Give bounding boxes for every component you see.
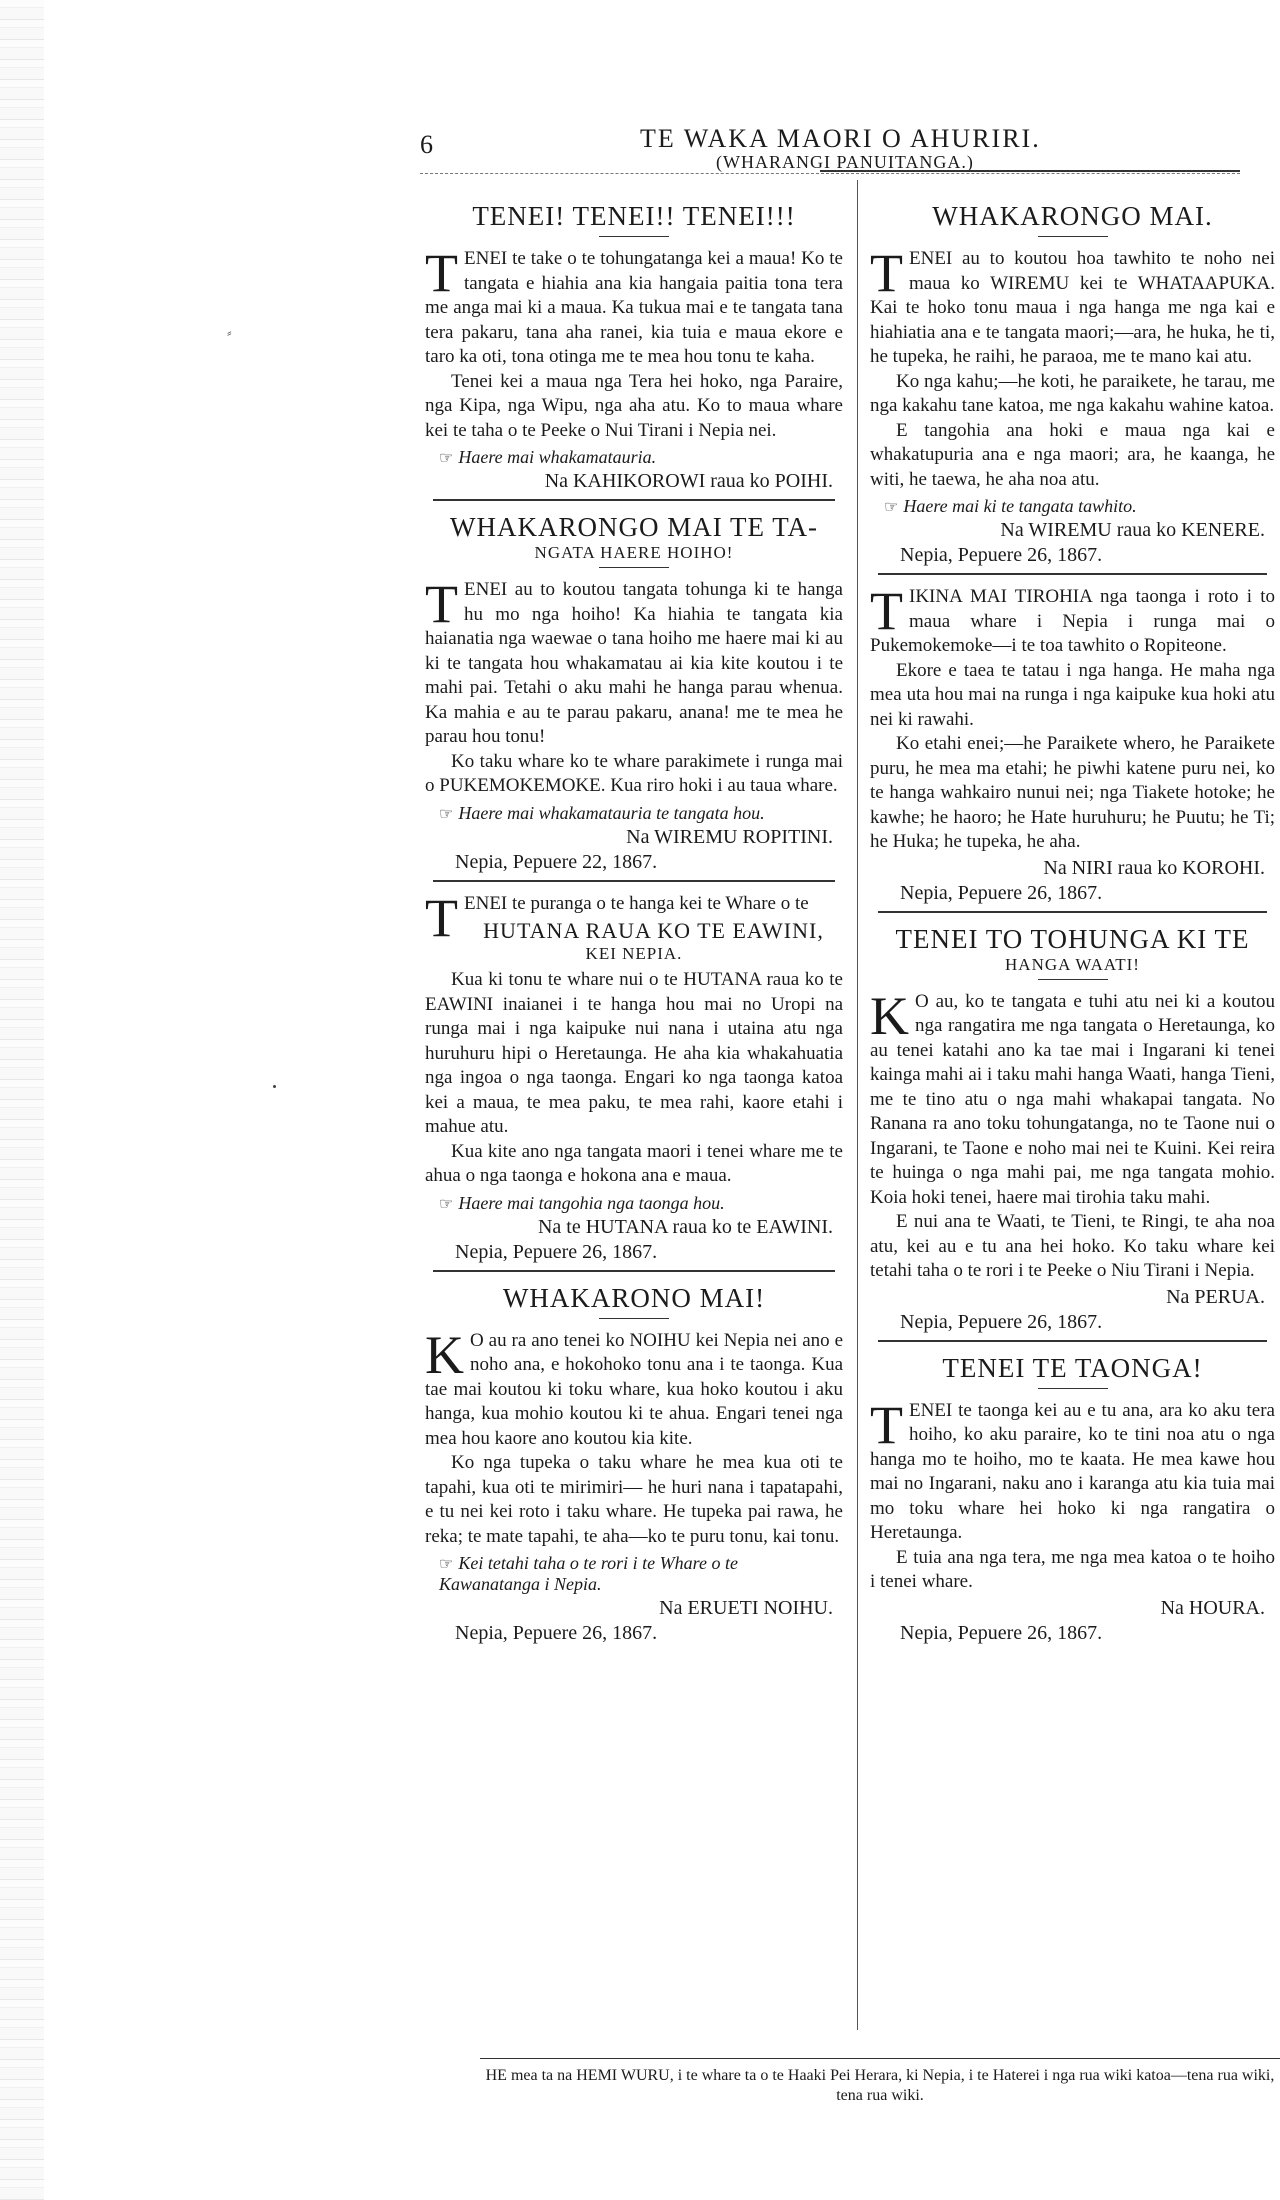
paragraph-text: ENEI au to koutou tangata tohunga ki te hanga hu mo nga hoiho! Ka hiahia te tangata kia haianatia nga waewae o tana hoiho me haere mai ki au ki te tangata hou whakamatau ai kia kite koutou i te mahi pai. Tetahi o aku mahi he hanga parau whenua. Ka mahia e au te parau pakaru, anana! me te mea he parau hou tonu! (425, 579, 843, 747)
ad-date: Nepia, Pepuere 26, 1867. (455, 1240, 658, 1263)
ad-paragraph (425, 1324, 843, 1452)
paragraph-text: ENEI te puranga o te hanga kei te Whare o te (464, 892, 809, 914)
ad-paragraph (870, 243, 1275, 370)
ad-signature: Na WIREMU raua ko KENERE. (1000, 519, 1265, 541)
advertisement (425, 200, 843, 501)
ad-paragraph: Ekore e taea te tatau i nga hanga. He maha nga mea uta hou mai na runga i nga kaipuke kua hoki atu nei ki rawahi. (870, 659, 1275, 730)
pointing-hand-icon: ☞ (439, 1556, 453, 1573)
ad-title: TENEI! TENEI!! TENEI!!! (472, 201, 796, 231)
ad-title-continued: KEI NEPIA. (585, 944, 683, 963)
paragraph-text: O au, ko te tangata e tuhi atu nei ki a koutou nga rangatira me nga tangata o Heretaunga, ko au tenei katahi ano ka tae mai i Ingarani ki tenei kainga mahi ai i taku mahi hanga Waati, hanga Tieni, me te tino atu o nga mahi whakapai tangata. No Ranana ra ano toku tohungatanga, no te Taone nui o Ingarani, te Taone e noho mai nei te Kuini. Kei reira te huinga o nga mahi pai, me nga tangata mohio. Koia hoki tenei, haere mai tirohia taku mahi. (870, 990, 1275, 1208)
ad-title: TENEI TO TOHUNGA KI TE (895, 923, 1250, 954)
newspaper-subtitle: (WHARANGI PANUITANGA.) (716, 152, 974, 172)
pointing-hand-icon: ☞ (439, 450, 453, 467)
page-number: 6 (420, 130, 433, 159)
drop-cap: T (870, 581, 903, 641)
ad-note: ☞ Haere mai whakamatauria te tangata hou. (439, 802, 765, 823)
ad-paragraph: Tenei kei a maua nga Tera hei hoko, nga Paraire, nga Kipa, nga Wipu, nga aha atu. Ko to maua whare kei te taha o te Peeke o Nui Tirani i Nepia nei. (425, 370, 843, 441)
ad-note: ☞ Kei tetahi taha o te rori i te Whare o te Kawanatanga i Nepia. (439, 1553, 738, 1594)
ad-date: Nepia, Pepuere 26, 1867. (900, 1310, 1103, 1333)
paragraph-text: O au ra ano tenei ko NOIHU kei Nepia nei ano e noho ana, e hokohoko tonu ana i te taonga. Kua tae mai koutou ki toku whare, kua hoko koutou i aku hanga, kua mohio koutou ki te ahua. Engari tenei nga mea hou kaore ano koutou kia kite. (425, 1329, 843, 1449)
drop-cap: T (870, 1394, 903, 1455)
right-column (870, 200, 1275, 1655)
ad-paragraph: E tangohia ana hoki e maua nga kai e whakatupuria ana e nga maori; ara, he kaanga, he witi, he taewa, he aha noa atu. (870, 419, 1275, 490)
column-rule (857, 180, 858, 2030)
ad-title: WHAKARONGO MAI TE TA- (449, 512, 819, 542)
drop-cap: K (870, 985, 909, 1046)
ad-title-continued: HANGA WAATI! (1005, 954, 1140, 974)
paragraph-text: IKINA MAI TIROHIA nga taonga i roto i to maua whare i Nepia i runga mai o Pukemokemoke—i te toa tawhito o Ropiteone. (870, 586, 1275, 656)
ad-note: ☞ Haere mai tangohia nga taonga hou. (439, 1192, 725, 1213)
ad-paragraph: E nui ana te Waati, te Tieni, te Ringi, te aha noa atu, kei au e tu ana hei hoko. Ko taku whare kei tetahi taha o te rori i te Peeke o Niu Tirani i Nepia. (870, 1211, 1275, 1281)
ad-separator (878, 573, 1267, 575)
margin-mark: ⸗ (227, 326, 232, 341)
ad-signature: Na KAHIKOROWI raua ko POIHI. (544, 470, 833, 492)
header-rule (420, 173, 1240, 174)
ad-title-continued: NGATA HAERE HOIHO! (534, 543, 734, 562)
ad-paragraph (870, 985, 1275, 1211)
title-rule (1038, 979, 1108, 980)
ad-signature: Na WIREMU ROPITINI. (626, 825, 833, 848)
ad-separator (433, 880, 834, 882)
ad-paragraph: Ko etahi enei;—he Paraikete whero, he Paraikete puru, he mea ma etahi; he piwhi katene puru nei, ko te hanga wahkairo nunui nei; nga Tiakete hotoke; he kawhe; he haoro; he Hate huruhuru; he Puutu; he Ti; he Huka; he tupeka, he aha. (870, 733, 1275, 852)
paragraph-text: ENEI te taonga kei au e tu ana, ara ko aku tera hoiho, ko aku paraire, ko te tini noa atu o nga hanga mo te hoiho, mo te kaata. He mea kawe hou mai no Ingarani, naku ano i karanga atu kia tuia mai mo toku whare hei hoko ki nga rangatira o Heretaunga. (870, 1399, 1275, 1543)
advertisement (870, 581, 1275, 913)
advertisement (425, 511, 843, 882)
ad-paragraph: Kua kite ano nga tangata maori i tenei whare me te ahua o nga taonga e hokona ana e maua. (425, 1140, 843, 1186)
title-rule (599, 236, 669, 237)
ink-spot (273, 1085, 276, 1088)
advertisement (870, 200, 1275, 575)
drop-cap: T (870, 243, 903, 303)
ad-signature: Na HOURA. (1160, 1596, 1265, 1619)
ad-date: Nepia, Pepuere 22, 1867. (455, 850, 658, 873)
advertisement (870, 1352, 1275, 1645)
ad-signature: Na ERUETI NOIHU. (659, 1597, 833, 1619)
title-rule (599, 1318, 669, 1319)
left-column (425, 200, 843, 1655)
ad-separator (878, 911, 1267, 913)
paragraph-text: ENEI au to koutou hoa tawhito te noho nei maua ko WIREMU kei te WHATAAPUKA. Kai te hoko tonu maua i nga hanga me nga kai e hiahiatia ana e te tangata maori;—ara, he huka, he ti, he tupeka, he raihi, he paraoa, me te mano kai atu. (870, 248, 1275, 367)
ad-paragraph (425, 574, 843, 750)
ad-paragraph (425, 243, 843, 370)
ad-paragraph: Kua ki tonu te whare nui o te HUTANA raua ko te EAWINI inaianei i te hanga hou mai no Uropi na runga mai i nga kaipuke nui nana i utaina atu nga huruhuru hipi o Heretaunga. He aha kia whakahuatia nga ingoa o nga taonga. Engari ko nga taonga katoa kei a maua, te mea paku, te mea rahi, kaore etahi i mahue atu. (425, 969, 843, 1137)
ad-signature: Na te HUTANA raua ko te EAWINI. (537, 1215, 833, 1238)
ad-date: Nepia, Pepuere 26, 1867. (900, 544, 1103, 566)
title-rule (1038, 236, 1108, 237)
drop-cap: T (425, 574, 458, 634)
ad-title: TENEI TE TAONGA! (942, 1352, 1203, 1383)
title-rule (1038, 1388, 1108, 1389)
pointing-hand-icon: ☞ (439, 1195, 453, 1213)
drop-cap: K (425, 1324, 464, 1385)
ad-separator (433, 499, 834, 501)
paragraph-text: ENEI te take o te tohungatanga kei a maua! Ko te tangata e hiahia ana kia hangaia paitia tona tera me anga mai ki a maua. Ka tukua mai e te tangata tana tera pakaru, tana aha ranei, kia tuia e maua ekore e taro ka oti, tona otinga me te mea hou tonu te kaha. (425, 248, 843, 367)
pointing-hand-icon: ☞ (884, 499, 898, 516)
ad-paragraph: Ko nga kahu;—he koti, he paraikete, he tarau, me nga kakahu tane katoa, me nga kakahu wahine katoa. (870, 370, 1275, 416)
advertisement (425, 887, 843, 1272)
ad-separator (433, 1270, 834, 1272)
ad-paragraph: Ko taku whare ko te whare parakimete i runga mai o PUKEMOKEMOKE. Kua riro hoki i au taua whare. (425, 750, 843, 796)
advertisement (870, 923, 1275, 1342)
footer-rule (480, 2058, 1280, 2059)
ad-title: WHAKARONO MAI! (502, 1282, 766, 1313)
ad-paragraph: E tuia ana nga tera, me nga mea katoa o te hoiho i tenei whare. (870, 1546, 1275, 1592)
ad-signature: Na NIRI raua ko KOROHI. (1043, 856, 1265, 879)
ad-signature: Na PERUA. (1166, 1285, 1265, 1308)
ad-paragraph (870, 581, 1275, 659)
ad-paragraph (870, 1394, 1275, 1546)
ad-date: Nepia, Pepuere 26, 1867. (900, 1621, 1103, 1644)
ad-separator (878, 1340, 1267, 1342)
drop-cap: T (425, 243, 458, 303)
ad-note: ☞ Haere mai ki te tangata tawhito. (884, 496, 1137, 516)
drop-cap: T (425, 887, 458, 948)
page-edge-scan (0, 0, 44, 2200)
ad-note: ☞ Haere mai whakamatauria. (439, 447, 657, 467)
header-rule-solid (820, 170, 1240, 172)
ad-date: Nepia, Pepuere 26, 1867. (455, 1622, 658, 1644)
ad-date: Nepia, Pepuere 26, 1867. (900, 881, 1103, 904)
ad-paragraph: Ko nga tupeka o taku whare he mea kua oti te tapahi, kua oti te mirimiri— he huri nana i tapatapahi, e tu nei kei roto i taku whare. He tupeka pai rawa, he reka; te mate tapahi, te aha—ko te puru tonu, kai tonu. (425, 1452, 843, 1547)
title-rule (599, 567, 669, 568)
advertisement (425, 1282, 843, 1646)
newspaper-title: TE WAKA MAORI O AHURIRI. (640, 124, 1041, 153)
imprint-footer: HE mea ta na HEMI WURU, i te whare ta o te Haaki Pei Herara, ki Nepia, i te Haterei i nga rua wiki katoa—tena rua wiki, tena rua wiki. (485, 2067, 1275, 2104)
ad-title: WHAKARONGO MAI. (932, 201, 1213, 231)
ad-title: HUTANA RAUA KO TE EAWINI, (483, 918, 824, 943)
pointing-hand-icon: ☞ (439, 805, 453, 823)
